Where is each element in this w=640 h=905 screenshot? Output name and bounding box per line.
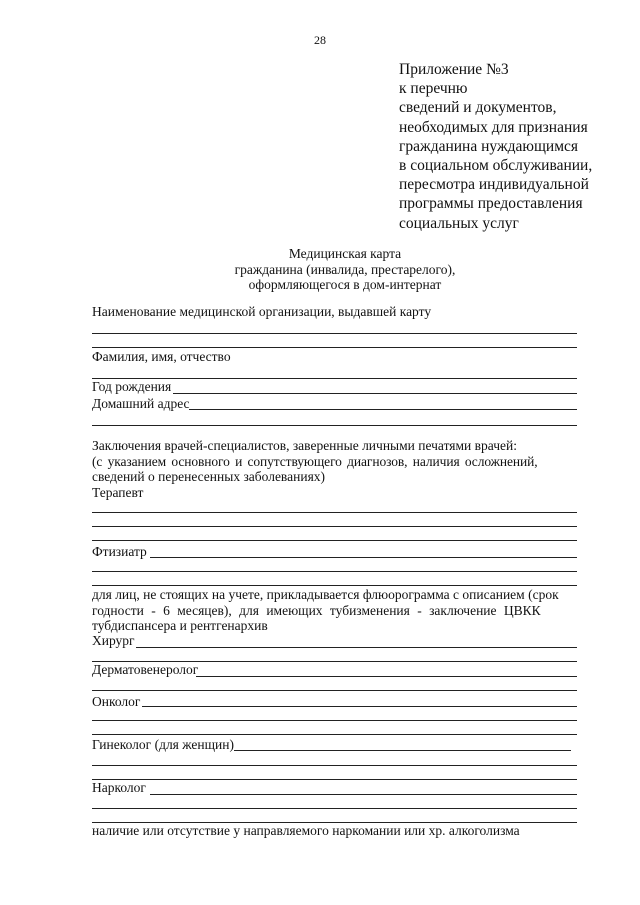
oncologist-line[interactable] (92, 734, 577, 735)
title-line: гражданина (инвалида, престарелого), (234, 261, 456, 277)
surgeon-label: Хирург (92, 633, 135, 648)
conclusions-subheading: сведений о перенесенных заболеваниях) (92, 469, 326, 484)
appendix-line: социальных услуг (399, 214, 519, 232)
narcologist-label: Нарколог (92, 780, 146, 795)
org-name-line[interactable] (92, 347, 577, 348)
appendix-line: к перечню (399, 80, 468, 98)
full-name-label: Фамилия, имя, отчество (92, 349, 231, 364)
appendix-line: программы предоставления (399, 195, 583, 213)
birth-year-line[interactable] (173, 393, 577, 394)
dermatovenereologist-line[interactable] (92, 690, 577, 691)
birth-year-label: Год рождения (92, 379, 172, 394)
title-line: Медицинская карта (288, 246, 402, 261)
appendix-line: сведений и документов, (399, 99, 557, 117)
conclusions-subheading: (с указанием основного и сопутствующего диагнозов, наличия осложнений, (92, 454, 538, 469)
title-line: оформляющегося в дом-интернат (248, 277, 442, 292)
home-address-label: Домашний адрес (92, 396, 190, 411)
phthisiatrician-label: Фтизиатр (92, 544, 147, 559)
narcologist-line[interactable] (150, 794, 577, 795)
fluorography-note: для лиц, не стоящих на учете, прикладывается флюорограмма с описанием (срок (92, 587, 559, 602)
appendix-line: необходимых для признания (399, 118, 588, 136)
phthisiatrician-line[interactable] (92, 585, 577, 586)
therapist-line[interactable] (92, 512, 577, 513)
home-address-line[interactable] (92, 425, 577, 426)
appendix-block (399, 60, 592, 233)
org-name-line[interactable] (92, 333, 577, 334)
narcologist-line[interactable] (92, 808, 577, 809)
gynecologist-line[interactable] (234, 750, 571, 751)
therapist-line[interactable] (92, 540, 577, 541)
org-name-label: Наименование медицинской организации, выдавшей карту (92, 304, 432, 319)
document-title (0, 246, 640, 293)
oncologist-line[interactable] (142, 706, 577, 707)
fluorography-note: годности - 6 месяцев), для имеющих тубизменения - заключение ЦВКК (92, 603, 541, 618)
conclusions-heading: Заключения врачей-специалистов, заверенные личными печатями врачей: (92, 438, 517, 453)
page-number: 28 (314, 33, 326, 47)
appendix-line: гражданина нуждающимся (399, 137, 579, 155)
oncologist-label: Онколог (92, 694, 141, 709)
fluorography-note: тубдиспансера и рентгенархив (92, 618, 268, 633)
appendix-line: в социальном обслуживании, (399, 157, 593, 175)
surgeon-line[interactable] (136, 647, 577, 648)
dermatovenereologist-label: Дерматовенеролог (92, 662, 199, 677)
therapist-label: Терапевт (92, 485, 144, 500)
therapist-line[interactable] (92, 526, 577, 527)
gynecologist-line[interactable] (92, 765, 577, 766)
gynecologist-label: Гинеколог (для женщин) (92, 737, 234, 752)
oncologist-line[interactable] (92, 720, 577, 721)
appendix-line: Приложение №3 (399, 61, 509, 78)
narcology-note: наличие или отсутствие у направляемого наркомании или хр. алкоголизма (92, 823, 520, 838)
dermatovenereologist-line[interactable] (196, 676, 577, 677)
appendix-line: пересмотра индивидуальной (399, 176, 589, 194)
home-address-line[interactable] (189, 409, 577, 410)
phthisiatrician-line[interactable] (150, 557, 577, 558)
phthisiatrician-line[interactable] (92, 571, 577, 572)
